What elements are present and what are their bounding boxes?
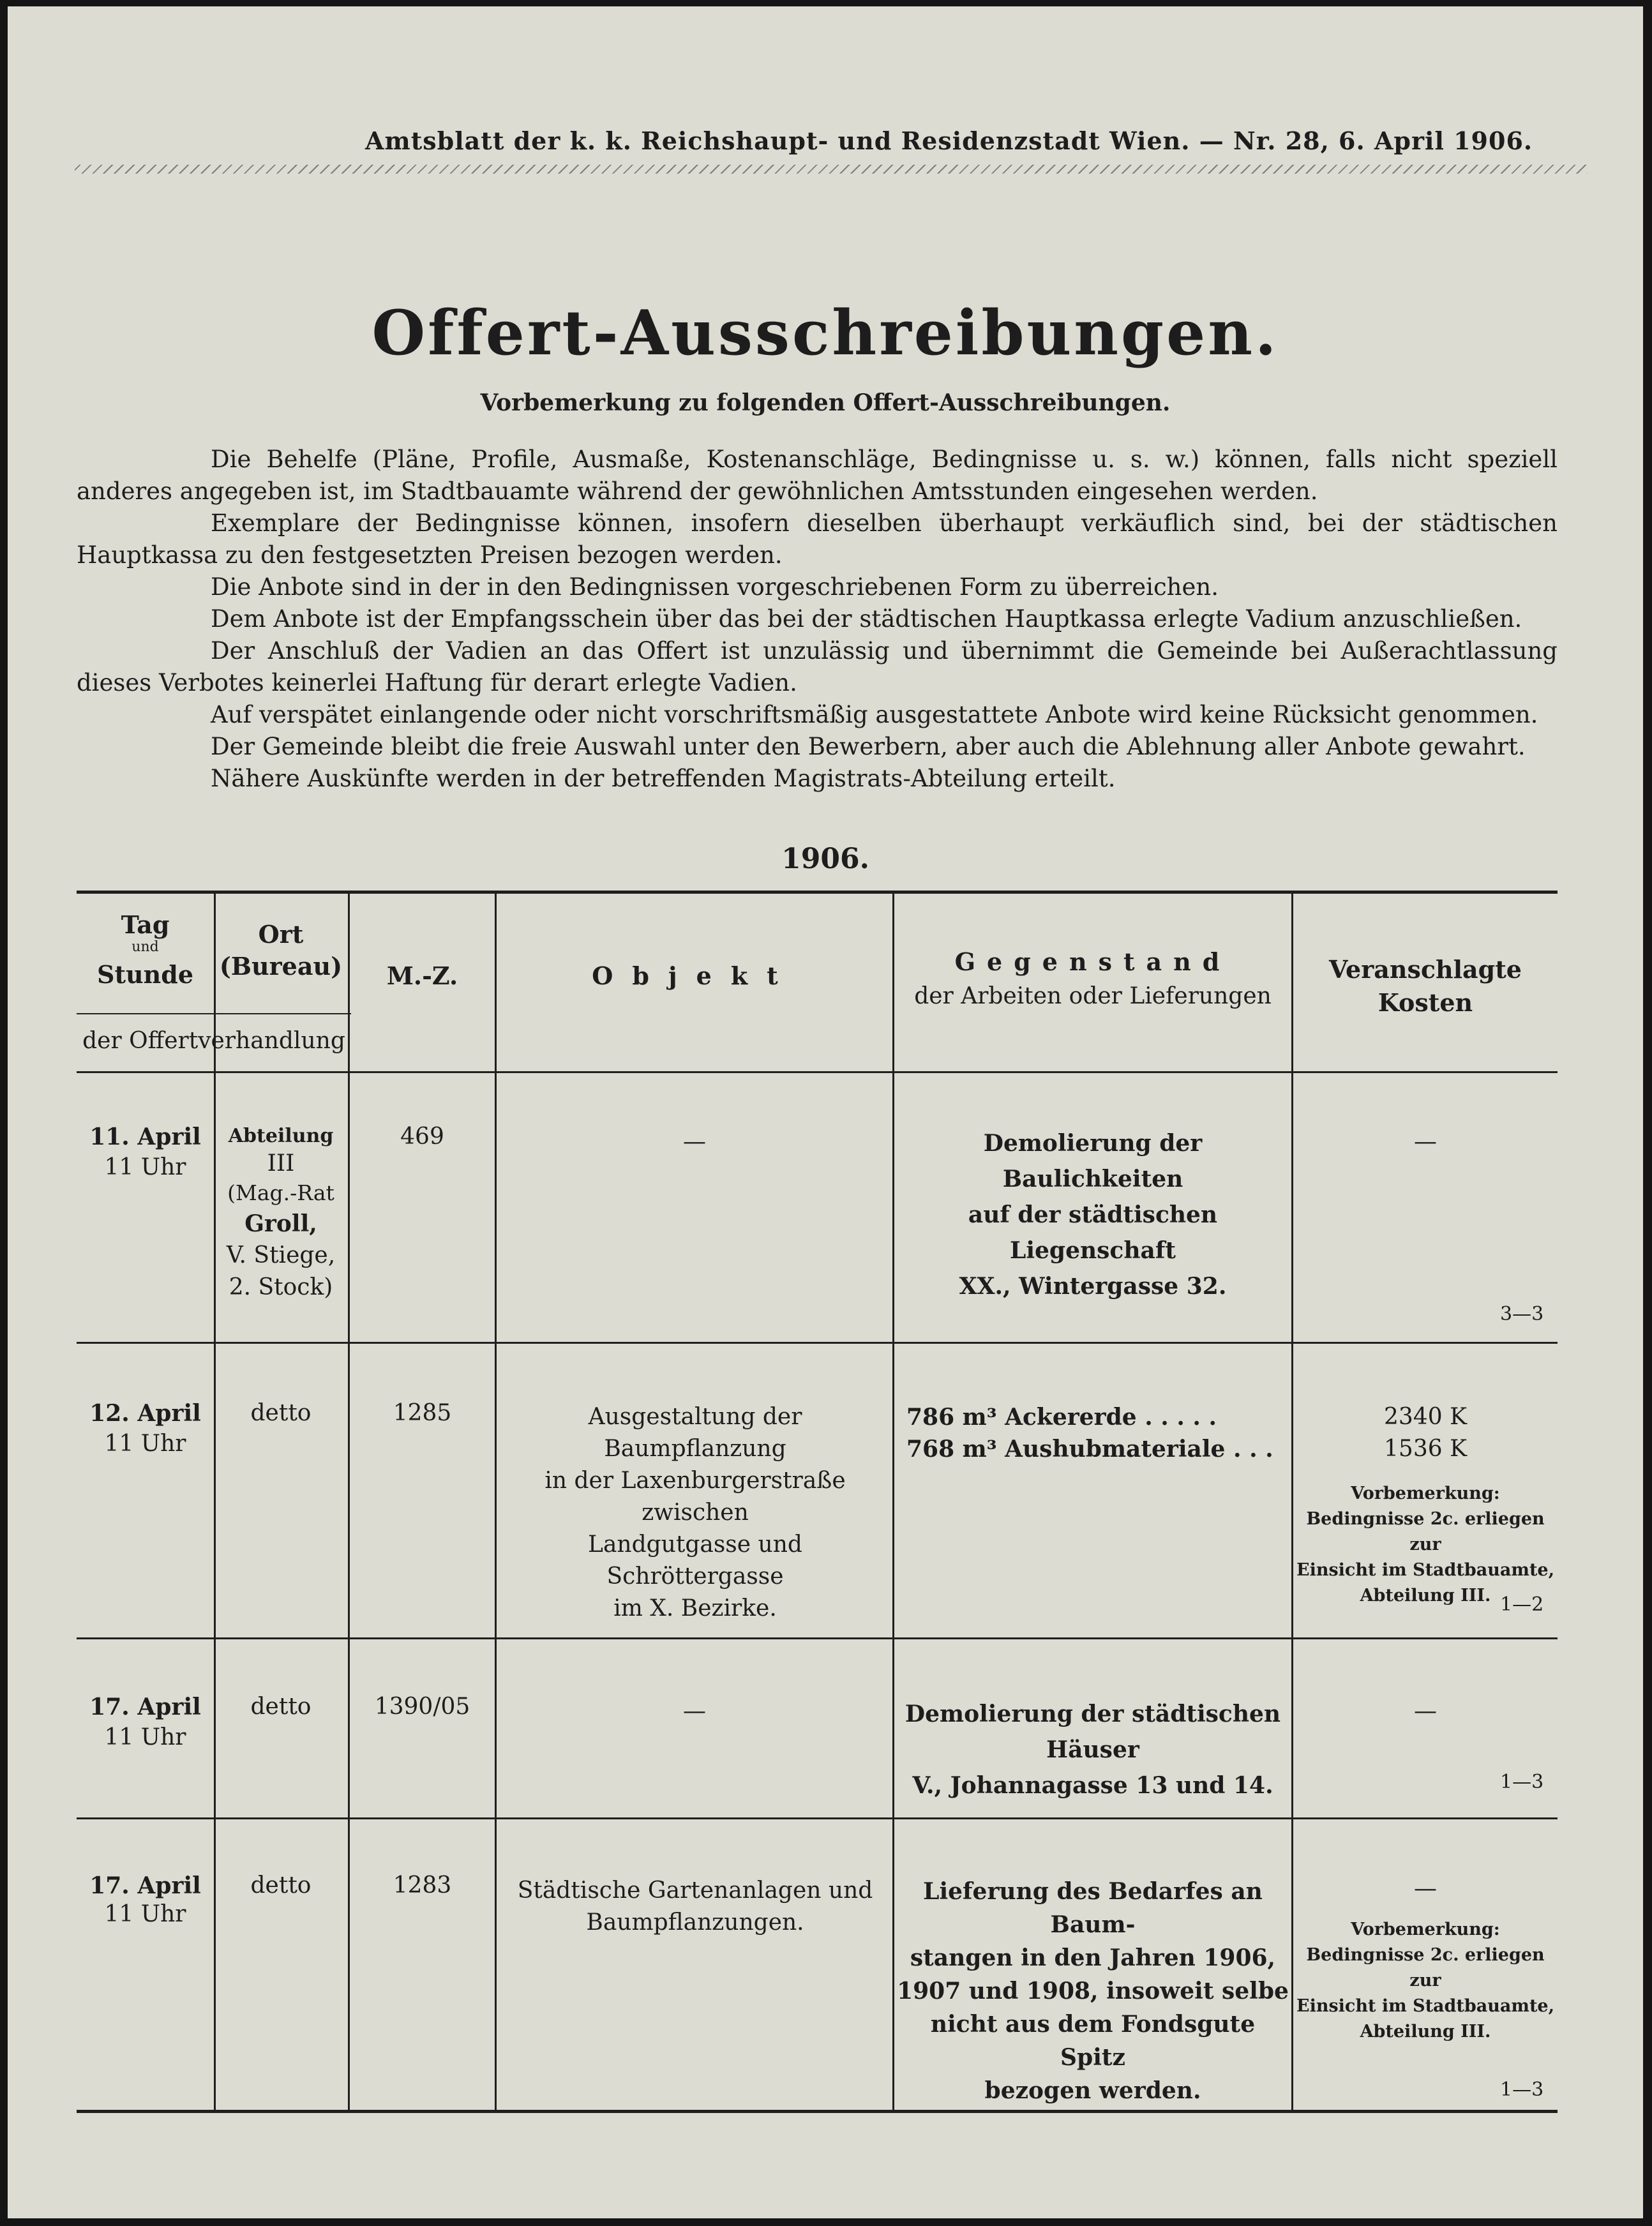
row-objekt [498,1401,892,1625]
row-date: 12. April [89,1400,201,1427]
row-time: 11 Uhr [104,1724,186,1750]
row-kosten: — [1414,1876,1437,1902]
row-date: 17. April [89,1694,201,1720]
intro-paragraph: Auf verspätet einlangende oder nicht vorschriftsmäßig ausgestattete Anbote wird keine Rücksicht genommen. [211,701,1538,728]
header-bottom-rule [77,1071,1558,1073]
table-year: 1906. [781,843,869,875]
row-note-line: Abteilung III. [1360,2022,1491,2042]
row-ort-line: III [267,1150,295,1177]
intro-paragraph: Der Anschluß der Vadien an das Offert ist unzulässig und übernimmt die Gemeinde bei Außerachtlassung dieses Verbotes keinerlei Haftung für derart erlegte Vadien. [77,637,1558,696]
row-gegenstand-line: stangen in den Jahren 1906, [910,1944,1276,1971]
row-note-line: Vorbemerkung: [1351,1920,1500,1939]
row-time: 11 Uhr [104,1154,186,1180]
running-header: Amtsblatt der k. k. Reichshaupt- und Residenzstadt Wien. — Nr. 28, 6. April 1906. [365,126,1533,155]
row-gegenstand-line: bezogen werden. [984,2077,1201,2104]
row-gegenstand-line: Demolierung der Baulichkeiten [983,1130,1203,1192]
row-ort-line: (Mag.-Rat [227,1180,334,1205]
row-gegenstand-line: XX., Wintergasse 32. [959,1273,1227,1300]
header-stunde: Stunde [97,960,193,989]
row-kosten: — [1414,1698,1437,1724]
row-note-line: Vorbemerkung: [1351,1484,1500,1503]
row-objekt-line: Landgutgasse und Schröttergasse [588,1531,802,1590]
row-gegenstand-line: Demolierung der städtischen Häuser [905,1701,1281,1763]
intro-paragraph: Dem Anbote ist der Empfangsschein über das bei der städtischen Hauptkassa erlegte Vadium anzuschließen. [211,605,1522,633]
row-gegenstand [894,1696,1291,1803]
header-objekt: Objekt [592,961,797,990]
intro-text [77,444,1558,795]
header-rule [75,165,1588,174]
row-gegenstand-line: Lieferung des Bedarfes an Baum- [923,1878,1263,1938]
header-und: und [131,939,159,955]
header-bureau: (Bureau) [219,952,343,981]
row-rule [77,1342,1558,1344]
row-note-line: Bedingnisse 2c. erliegen zur [1306,1509,1545,1554]
row-ort: detto [250,1694,312,1720]
row-objekt-line: Ausgestaltung der Baumpflanzung [588,1404,802,1462]
row-time: 11 Uhr [104,1901,186,1927]
row-gegenstand-line: V., Johannagasse 13 und 14. [912,1772,1273,1799]
row-kosten [1293,1401,1558,1465]
column-rule [495,891,497,2113]
offers-table [77,891,1558,2113]
row-gegenstand-line: 786 m³ Ackererde . . . . . [906,1404,1217,1431]
table-bottom-rule [77,2110,1558,2113]
row-kosten: — [1414,1129,1437,1155]
row-mark: 1—3 [1500,2079,1544,2101]
header-kosten-2: Kosten [1378,988,1473,1017]
row-objekt: — [683,1129,706,1155]
row-gegenstand [894,1125,1291,1304]
row-ort-line: 2. Stock) [229,1274,333,1300]
row-gegenstand-line: 768 m³ Aushubmateriale . . . [906,1436,1273,1463]
row-mz: 1283 [393,1872,452,1899]
row-objekt-line: im X. Bezirke. [613,1595,777,1621]
row-note-line: Einsicht im Stadtbauamte, [1296,1996,1555,2016]
row-mark: 3—3 [1500,1303,1544,1325]
header-tag: Tag [121,910,170,939]
row-gegenstand [894,1875,1291,2107]
row-gegenstand-line: auf der städtischen Liegenschaft [968,1201,1218,1264]
row-note-line: Bedingnisse 2c. erliegen zur [1306,1945,1545,1990]
row-kosten-line: 1536 K [1384,1436,1467,1462]
row-note-line: Abteilung III. [1360,1586,1491,1606]
row-objekt-line: Städtische Gartenanlagen und [517,1877,873,1904]
intro-paragraph: Exemplare der Bedingnisse können, insofern dieselben überhaupt verkäuflich sind, bei der städtischen Hauptkassa zu den festgesetzten Preisen bezogen werden. [77,509,1558,569]
header-kosten-1: Veranschlagte [1329,955,1522,984]
intro-paragraph: Nähere Auskünfte werden in der betreffenden Magistrats-Abteilung erteilt. [211,765,1116,792]
intro-paragraph: Der Gemeinde bleibt die freie Auswahl unter den Bewerbern, aber auch die Ablehnung aller Anbote gewahrt. [211,733,1526,760]
page-title: Offert-Ausschreibungen. [372,297,1279,369]
row-note-line: Einsicht im Stadtbauamte, [1296,1560,1555,1580]
page-subtitle: Vorbemerkung zu folgenden Offert-Ausschreibungen. [480,389,1171,416]
header-offertverhandlung: der Offertverhandlung [82,1028,345,1054]
column-rule [348,891,350,2113]
row-ort-line: V. Stiege, [226,1242,336,1268]
row-note [1293,1917,1558,2045]
header-mz: M.-Z. [386,961,458,990]
row-ort-line: Groll, [244,1210,317,1237]
row-mz: 1285 [393,1400,452,1426]
row-gegenstand-line: nicht aus dem Fondsgute Spitz [930,2011,1256,2071]
row-objekt [498,1875,892,1939]
row-mz: 469 [400,1124,444,1150]
row-date: 11. April [89,1124,201,1150]
row-gegenstand [906,1401,1289,1465]
table-top-rule [77,891,1558,894]
row-objekt: — [683,1698,706,1724]
row-ort: detto [250,1400,312,1426]
row-ort [214,1124,348,1304]
intro-paragraph: Die Behelfe (Pläne, Profile, Ausmaße, Kostenanschläge, Bedingnisse u. s. w.) können, falls nicht speziell anderes angegeben ist, im Stadtbauamte während der gewöhnlichen Amtsstunden eingesehen werden. [77,446,1558,505]
row-ort-line: Abteilung [228,1125,334,1147]
row-rule [77,1817,1558,1819]
row-rule [77,1637,1558,1639]
row-date: 17. April [89,1872,201,1899]
header-ort: Ort [258,920,304,949]
row-objekt-line: Baumpflanzungen. [586,1909,804,1936]
document-page [8,6,1643,2218]
row-mark: 1—3 [1500,1771,1544,1793]
header-gegenstand-sub: der Arbeiten oder Lieferungen [914,983,1272,1009]
column-rule [214,891,216,2113]
row-mz: 1390/05 [374,1694,470,1720]
intro-paragraph: Die Anbote sind in der in den Bedingnissen vorgeschriebenen Form zu überreichen. [211,573,1219,601]
header-gegenstand: Gegenstand [954,947,1231,976]
row-gegenstand-line: 1907 und 1908, insoweit selbe [897,1978,1289,2004]
row-mark: 1—2 [1500,1593,1544,1616]
row-objekt-line: in der Laxenburgerstraße zwischen [544,1468,846,1526]
row-ort: detto [250,1872,312,1899]
row-time: 11 Uhr [104,1431,186,1457]
row-kosten-line: 2340 K [1384,1404,1467,1430]
